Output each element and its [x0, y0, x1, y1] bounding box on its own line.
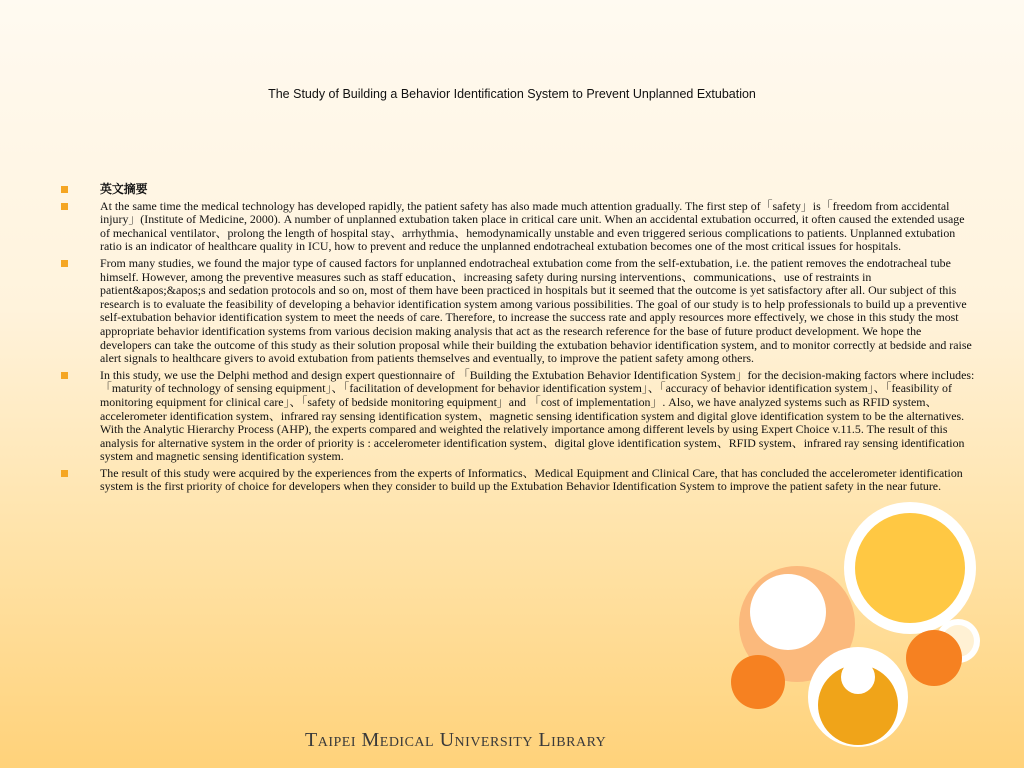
bullet-text-background: At the same time the medical technology has developed rapidly, the patient safety has also made much attention gradually. The first step of「safety」is「freedom from accidental injury」(Institute of Medicine, 2000). A number of unplanned extubation taken place in critical care unit. When an accidental extubation occurred, it often caused the extended usage of mechanical ventilator、prolong the length of hospital stay、arrhythmia、hemodynamically unstable and even triggered serious complications to patients. Unplanned extubation ratio is an indicator of healthcare quality in ICU, how to prevent and reduce the unplanned endotracheal extubation becomes one of the most critical issues for hospitals.	[100, 198, 965, 254]
deco-circle-yellow	[855, 513, 965, 623]
bullet-item-background	[60, 200, 975, 254]
bullet-list	[60, 183, 975, 497]
bullet-text-purpose: From many studies, we found the major type of caused factors for unplanned endotracheal extubation come from the self-extubation, i.e. the patient removes the endotracheal tube himself. However, among the preventive measures such as staff education、increasing safety during nursing interventions、communications、use of restraints in patient&apos;&apos;s and sedation protocols and so on, most of them have been practiced in hospitals but it seemed that the outcome is yet satisfactory after all. Our subject of this research is to evaluate the feasibility of developing a behavior identification system among various possibilities. The goal of our study is to help professionals to build up a preventive self-extubation behavior identification system to meet the needs of care. Therefore, to increase the success rate and apply resources more effectively, we chose in this study the most appropriate behavior identification systems from various decision making analysis that act as the research reference for the base of future product development. We hope the developers can take the outcome of this study as their solution proposal while their building the extubation behavior identification system, and to monitor correctly at bedside and raise alert signals to healthcare givers to avoid extubation from patients themselves and eventually, to improve the patient safety among others.	[100, 255, 972, 366]
bullet-text-method: In this study, we use the Delphi method and design expert questionnaire of 「Building the Extubation Behavior Identification System」for the decision-making factors where includes: 「maturity of technology of sensing equipment」、「facilitation of development for behavior identification system」、「accuracy of behavior identification system」、「feasibility of monitoring equipment for clinical care」、「safety of bedside monitoring equipment」and 「cost of implementation」. Also, we have analyzed systems such as RFID system、accelerometer identification system、infrared ray sensing identification system、magnetic sensing identification system and digital glove identification system to be the alternatives. With the Analytic Hierarchy Process (AHP), the experts compared and weighted the relatively importance among different levels by using Expert Choice v.11.5. The result of this analysis for alternative system in the order of priority is : accelerometer identification system、digital glove identification system、RFID system、infrared ray sensing identification system and magnetic sensing identification system.	[100, 367, 975, 464]
deco-circle-white-large	[844, 502, 976, 634]
bullet-text-heading: 英文摘要	[100, 182, 148, 196]
deco-circle-white-bottom	[808, 647, 908, 747]
deco-circle-orange-left	[731, 655, 785, 709]
bullet-marker	[61, 260, 68, 267]
deco-circle-white-inner	[750, 574, 826, 650]
bullet-item-method	[60, 369, 975, 464]
library-logo-text: Taipei Medical University Library	[305, 729, 607, 751]
bullet-marker	[61, 470, 68, 477]
bullet-marker	[61, 372, 68, 379]
bullet-item-heading	[60, 183, 975, 197]
deco-circle-orange-right	[906, 630, 962, 686]
bullet-item-conclusion	[60, 467, 975, 494]
deco-circle-white-small	[936, 619, 980, 663]
bullet-marker	[61, 203, 68, 210]
slide-title: The Study of Building a Behavior Identification System to Prevent Unplanned Extubation	[268, 87, 756, 101]
deco-circle-amber	[818, 665, 898, 745]
deco-circle-cream	[942, 625, 974, 657]
bullet-text-conclusion: The result of this study were acquired by the experiences from the experts of Informatics、Medical Equipment and Clinical Care, that has concluded the accelerometer identification system is the first priority of choice for developers when they consider to build up the Extubation Behavior Identification System to improve the patient safety in the near future.	[100, 465, 963, 494]
deco-circle-white-dot	[841, 660, 875, 694]
bullet-item-purpose	[60, 257, 975, 366]
bullet-marker	[61, 186, 68, 193]
deco-circle-peach	[739, 566, 855, 682]
